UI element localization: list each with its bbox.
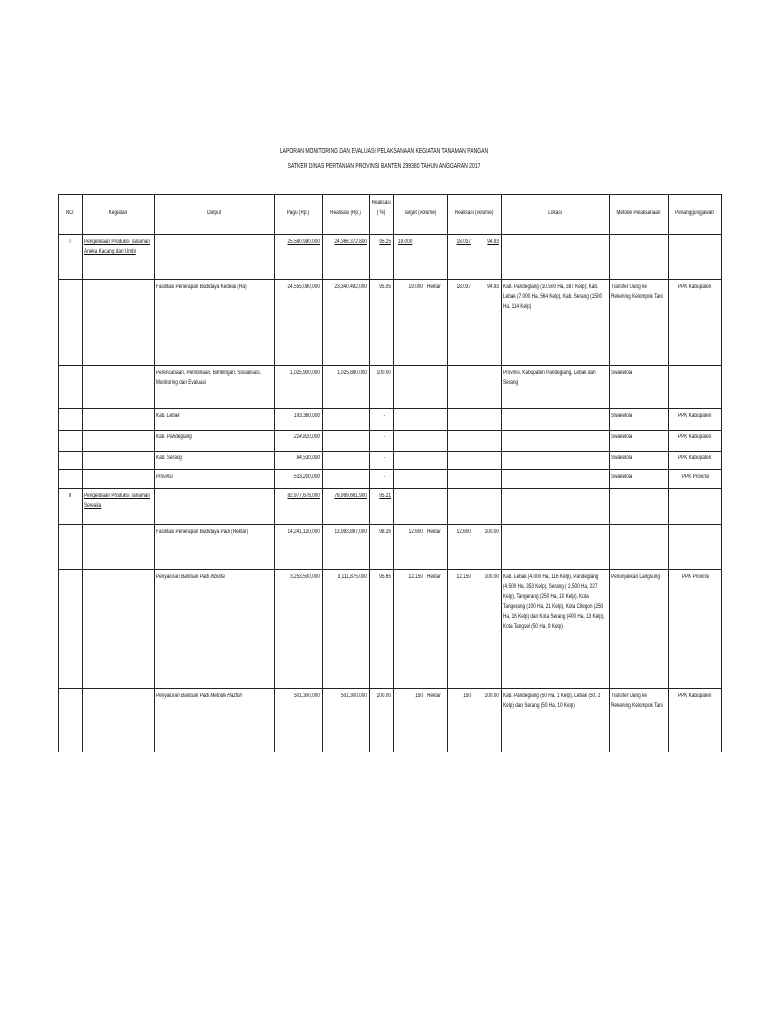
row-divider — [58, 451, 722, 452]
row-divider — [58, 569, 722, 570]
output-kab-pandeglang: Kab. Pandeglang — [156, 434, 192, 440]
kab-pandeglang-pct: - — [383, 434, 385, 440]
inbrida-unit: Hektar — [427, 574, 441, 580]
header-divider — [58, 234, 722, 235]
padi-pct: 98.26 — [379, 529, 391, 535]
header-pagu: Pagu (Rp.) — [286, 210, 310, 216]
row-ii-kegiatan: Pengelolaan Produksi Tanaman Serealia — [84, 493, 151, 509]
output-hazton: Penyaluran Bantuan Padi Metode Hazton — [156, 693, 243, 699]
row-i-pct: 95.25 — [379, 239, 391, 245]
padi-realisasi-vol-pct: 100.00 — [484, 529, 499, 535]
row-divider — [58, 488, 722, 489]
row-divider — [58, 408, 722, 409]
inbrida-lokasi: Kab. Lebak (4.000 Ha, 116 Kelp), Pandeglang (4.500 Ha, 353 Kelp), Serang ( 2.500 Ha, 227 Kelp), Tangerang (250 Ha, 10 Kelp), Kota Tangerang (100 Ha, 21 Kelp), Kota Cilegon (250 Ha, 16 Kelp) dan Kota Serang (400 Ha, 13 Kelp), Kota Tangsel (50 Ha, 9 Kelp) — [503, 574, 605, 630]
hazton-pct: 100.00 — [376, 693, 391, 699]
perencanaan-pagu: 1,025,900,000 — [290, 370, 320, 376]
report-title-line-1: LAPORAN MONITORING DAN EVALUASI PELAKSANAAN KEGIATAN TANAMAN PANGAN — [279, 148, 489, 155]
header-metode: Metode Pelaksanaan — [616, 210, 661, 216]
kab-serang-metode: Swakelola — [611, 455, 633, 461]
header-realisasi-pct: Realisasi ( %) — [371, 200, 391, 216]
hazton-pj: PPK Kabupaten — [678, 693, 712, 699]
kab-serang-pagu: 84,530,000 — [296, 455, 320, 461]
kab-lebak-pct: - — [383, 413, 385, 419]
inbrida-pj: PPK Provinsi — [682, 574, 710, 580]
kab-lebak-pagu: 193,360,000 — [293, 413, 320, 419]
kedelai-pagu: 24,555,080,000 — [287, 284, 320, 290]
perencanaan-pct: 100.00 — [376, 370, 391, 376]
kab-pandeglang-pj: PPK Kabupaten — [678, 434, 712, 440]
header-penanggungjawab: Penanggungjawab — [675, 210, 714, 216]
column-divider — [668, 194, 669, 752]
kedelai-pct: 95.05 — [379, 284, 391, 290]
kedelai-lokasi: Kab. Pandeglang (10.500 Ha, 387 Kelp); Kab. Lebak (7.000 Ha, 564 Kelp), Kab. Serang (1500 Ha, 114 Kelp) — [503, 284, 603, 310]
output-padi: Fasilitasi Penerapan Budidaya Padi (Hektar) — [156, 529, 249, 535]
column-divider — [609, 194, 610, 752]
provinsi-pagu: 533,200,000 — [293, 474, 320, 480]
kedelai-unit: Hektar — [427, 284, 441, 290]
kab-lebak-metode: Swakelola — [611, 413, 633, 419]
output-inbrida: Penyaluran Bantuan Padi Inbrida — [156, 574, 225, 580]
row-i-realisasi-vol-pct: 94.93 — [487, 239, 499, 245]
column-divider — [393, 194, 394, 752]
column-divider — [447, 194, 448, 752]
output-kab-serang: Kab. Serang — [156, 455, 183, 461]
header-target: Target (volume) — [403, 210, 437, 216]
provinsi-pj: PPK Provinsi — [682, 474, 710, 480]
perencanaan-metode: Swakelola — [611, 370, 633, 376]
output-kab-lebak: Kab. Lebak — [156, 413, 180, 419]
column-divider — [501, 194, 502, 752]
hazton-target: 150 — [415, 693, 423, 699]
padi-unit: Hektar — [427, 529, 441, 535]
hazton-metode: Transfer Uang ke Rekening Kelompok Tani — [611, 693, 663, 709]
hazton-realisasi-vol: 150 — [463, 693, 471, 699]
hazton-realisasi: 501,300,000 — [340, 693, 367, 699]
hazton-lokasi: Kab. Pandeglang (50 Ha, 1 Kelp), Lebak (50, 2 Kelp) dan Serang (50 Ha, 10 Kelp) — [503, 693, 601, 709]
row-divider — [58, 524, 722, 525]
row-i-target: 19.000 — [398, 239, 413, 245]
padi-realisasi-vol: 12,600 — [456, 529, 471, 535]
kab-serang-pct: - — [383, 455, 385, 461]
monitoring-table — [58, 194, 722, 752]
table-border-top — [58, 194, 722, 195]
padi-pagu: 14,241,120,000 — [287, 529, 320, 535]
kedelai-pj: PPK Kabupaten — [678, 284, 712, 290]
inbrida-realisasi: 3,111,875,000 — [337, 574, 367, 580]
kab-pandeglang-pagu: 214,810,000 — [293, 434, 320, 440]
hazton-pagu: 501,300,000 — [293, 693, 320, 699]
kedelai-metode: Transfer Uang ke Rekening Kelompok Tani — [611, 284, 663, 300]
padi-target: 12.600 — [408, 529, 423, 535]
kedelai-realisasi-vol-pct: 94.93 — [487, 284, 499, 290]
header-no: NO. — [65, 210, 75, 216]
kedelai-realisasi: 23,340,492,000 — [334, 284, 367, 290]
row-divider — [58, 688, 722, 689]
report-title-line-2: SATKER DINAS PERTANIAN PROVINSI BANTEN 299380 TAHUN ANGGARAN 2017 — [287, 163, 481, 170]
row-ii-pct: 95.21 — [379, 493, 391, 499]
inbrida-realisasi-vol-pct: 100.00 — [484, 574, 499, 580]
column-divider — [274, 194, 275, 752]
row-ii-realisasi: 78,999,661,900 — [334, 493, 367, 499]
column-divider — [322, 194, 323, 752]
perencanaan-realisasi: 1,025,880,000 — [337, 370, 367, 376]
provinsi-pct: - — [383, 474, 385, 480]
column-divider — [369, 194, 370, 752]
padi-realisasi: 13,993,897,000 — [334, 529, 367, 535]
table-border-right — [721, 194, 722, 752]
kab-serang-pj: PPK Kabupaten — [678, 455, 712, 461]
row-ii-no: II — [68, 493, 72, 499]
output-perencanaan: Perencanaan, Pembinaan, Bimbingan, Sosialisasi, Monitoring dan Evaluasi — [156, 370, 261, 386]
row-divider — [58, 430, 722, 431]
provinsi-metode: Swakelola — [611, 474, 633, 480]
inbrida-metode: Penunjukkan Langsung — [611, 574, 660, 580]
column-divider — [82, 194, 83, 752]
header-kegiatan: Kegiatan — [108, 210, 128, 216]
row-divider — [58, 365, 722, 366]
header-realisasi-volume: Realisasi (volume) — [454, 210, 494, 216]
column-divider — [154, 194, 155, 752]
row-ii-pagu: 82,977,678,000 — [287, 493, 320, 499]
row-i-realisasi-vol: 18.037 — [456, 239, 471, 245]
hazton-realisasi-vol-pct: 100.00 — [484, 693, 499, 699]
kedelai-realisasi-vol: 18.037 — [456, 284, 471, 290]
inbrida-realisasi-vol: 12,150 — [456, 574, 471, 580]
inbrida-pct: 95.65 — [379, 574, 391, 580]
row-i-no: I — [69, 239, 71, 245]
header-output: Output — [206, 210, 222, 216]
row-i-realisasi: 24.366.372.800 — [334, 239, 367, 245]
inbrida-pagu: 3,253,500,000 — [290, 574, 320, 580]
header-lokasi: Lokasi — [548, 210, 562, 216]
inbrida-target: 12.150 — [408, 574, 423, 580]
row-divider — [58, 279, 722, 280]
row-i-pagu: 25.580.980.000 — [287, 239, 320, 245]
kedelai-target: 19.000 — [408, 284, 423, 290]
output-kedelai: Fasilitasi Penerapan Budidaya Kedelai (Ha) — [156, 284, 247, 290]
hazton-unit: Hektar — [427, 693, 441, 699]
output-provinsi: Provinsi — [156, 474, 173, 480]
kab-lebak-pj: PPK Kabupaten — [678, 413, 712, 419]
perencanaan-lokasi: Provinsi, Kabupaten Pandeglang, Lebak dan Serang — [503, 370, 596, 386]
row-divider — [58, 469, 722, 470]
row-i-kegiatan: Pengelolaan Produksi Tanaman Aneka Kacang dan Umbi — [84, 239, 151, 255]
header-realisasi-rp: Realisasi (Rp.) — [330, 210, 361, 216]
kab-pandeglang-metode: Swakelola — [611, 434, 633, 440]
table-border-left — [58, 194, 59, 752]
